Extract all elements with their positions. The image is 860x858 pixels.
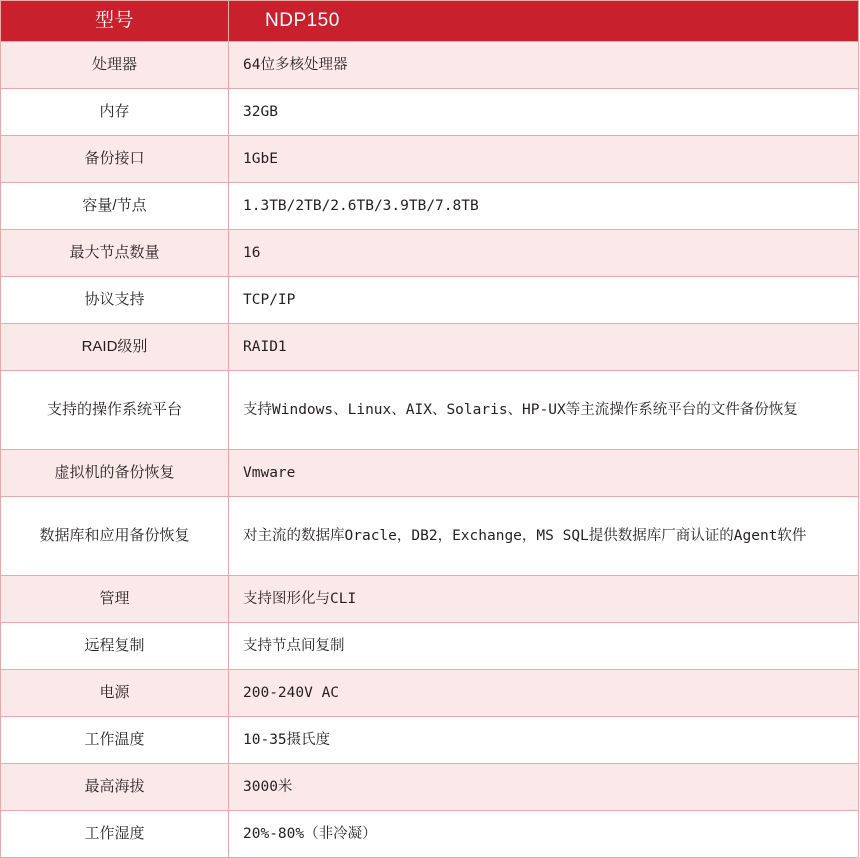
table-row (1, 183, 859, 230)
header-cell-model-value: NDP150 (229, 1, 859, 42)
table-row (1, 717, 859, 764)
spec-value-cell: 64位多核处理器 (229, 42, 859, 89)
spec-label-cell: 最高海拔 (1, 764, 229, 811)
table-row (1, 371, 859, 450)
spec-value-cell: 1.3TB/2TB/2.6TB/3.9TB/7.8TB (229, 183, 859, 230)
spec-label-cell: 最大节点数量 (1, 230, 229, 277)
table-row (1, 42, 859, 89)
spec-label-cell: 远程复制 (1, 623, 229, 670)
header-cell-model: 型号 (1, 1, 229, 42)
spec-value-cell: 10-35摄氏度 (229, 717, 859, 764)
spec-label-cell: 支持的操作系统平台 (1, 371, 229, 450)
spec-label-cell: 管理 (1, 576, 229, 623)
spec-value-cell: 支持图形化与CLI (229, 576, 859, 623)
spec-label-cell: 电源 (1, 670, 229, 717)
table-header-row (1, 1, 859, 42)
table-row (1, 670, 859, 717)
spec-value-cell: 16 (229, 230, 859, 277)
spec-label-cell: 备份接口 (1, 136, 229, 183)
table-row (1, 230, 859, 277)
table-row (1, 497, 859, 576)
spec-value-cell: 1GbE (229, 136, 859, 183)
table-row (1, 136, 859, 183)
spec-value-cell: TCP/IP (229, 277, 859, 324)
spec-label-cell: 协议支持 (1, 277, 229, 324)
table-row (1, 324, 859, 371)
spec-label-cell: 容量/节点 (1, 183, 229, 230)
spec-label-cell: 处理器 (1, 42, 229, 89)
table-row (1, 89, 859, 136)
spec-value-cell: 支持Windows、Linux、AIX、Solaris、HP-UX等主流操作系统平台的文件备份恢复 (229, 371, 859, 450)
spec-label-cell: 工作湿度 (1, 811, 229, 858)
spec-label-cell: 虚拟机的备份恢复 (1, 450, 229, 497)
spec-value-cell: 支持节点间复制 (229, 623, 859, 670)
table-body (1, 42, 859, 858)
table-row (1, 277, 859, 324)
table-row (1, 450, 859, 497)
table-header (1, 1, 859, 42)
spec-value-cell: Vmware (229, 450, 859, 497)
spec-label-cell: 数据库和应用备份恢复 (1, 497, 229, 576)
spec-value-cell: 32GB (229, 89, 859, 136)
spec-label-cell: RAID级别 (1, 324, 229, 371)
table-row (1, 764, 859, 811)
spec-value-cell: 200-240V AC (229, 670, 859, 717)
spec-value-cell: 对主流的数据库Oracle，DB2，Exchange，MS SQL提供数据库厂商认证的Agent软件 (229, 497, 859, 576)
spec-value-cell: 20%-80%（非冷凝） (229, 811, 859, 858)
spec-label-cell: 工作温度 (1, 717, 229, 764)
spec-label-cell: 内存 (1, 89, 229, 136)
spec-value-cell: RAID1 (229, 324, 859, 371)
table-row (1, 623, 859, 670)
table-row (1, 811, 859, 858)
spec-value-cell: 3000米 (229, 764, 859, 811)
table-row (1, 576, 859, 623)
